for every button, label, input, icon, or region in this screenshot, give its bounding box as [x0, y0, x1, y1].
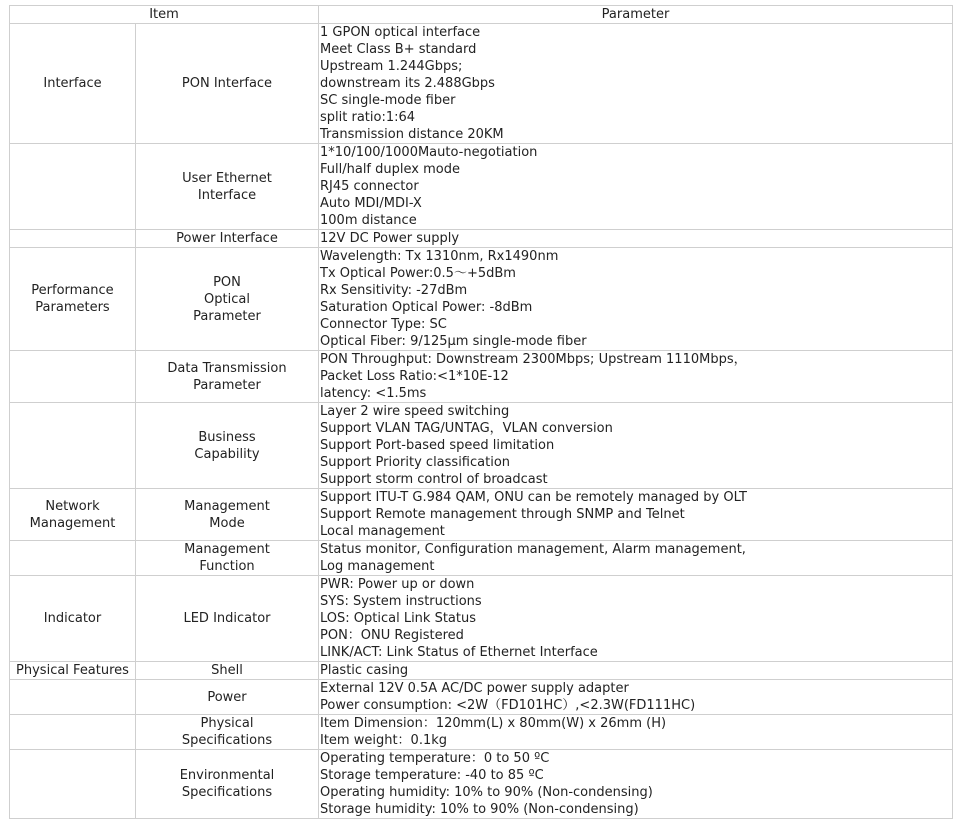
table-row [10, 680, 953, 715]
item-cell [136, 403, 319, 489]
item-label-line: LED Indicator [183, 611, 271, 626]
parameter-line: 100m distance [320, 213, 417, 228]
parameter-line: Transmission distance 20KM [320, 127, 504, 142]
parameter-line: downstream its 2.488Gbps [320, 76, 495, 91]
item-cell [136, 680, 319, 715]
parameter-line: Full/half duplex mode [320, 162, 460, 177]
item-label-line: PON [213, 274, 241, 290]
item-label-line: Specifications [181, 733, 273, 748]
category-cell: Network Management [10, 489, 136, 541]
table-row [10, 541, 953, 576]
parameter-line: Upstream 1.244Gbps; [320, 59, 463, 74]
table-header [10, 6, 953, 24]
item-label-line: Data Transmission [167, 360, 287, 376]
parameter-line: Auto MDI/MDI-X [320, 196, 422, 211]
parameter-cell [319, 576, 953, 662]
parameter-line: Wavelength: Tx 1310nm, Rx1490nm [320, 249, 559, 264]
item-label-line: Interface [197, 187, 257, 203]
table-row [10, 662, 953, 680]
parameter-line: 12V DC Power supply [320, 231, 460, 246]
item-label-line: Optical [204, 291, 250, 307]
item-label-line: Specifications [181, 785, 273, 800]
table-row [10, 144, 953, 230]
item-cell [136, 248, 319, 351]
parameter-line: Storage temperature: -40 to 85 ºC [320, 768, 544, 783]
parameter-line: External 12V 0.5A AC/DC power supply adapter [320, 681, 629, 696]
parameter-line: Plastic casing [320, 663, 409, 678]
table-row [10, 24, 953, 144]
parameter-line: Status monitor, Configuration management, Alarm management, [320, 542, 746, 557]
header-item: Item [10, 6, 319, 24]
item-label-line: Power Interface [176, 231, 278, 246]
category-cell: Performance Parameters [10, 248, 136, 351]
parameter-line: Optical Fiber: 9/125μm single-mode fiber [320, 334, 587, 349]
table-row [10, 403, 953, 489]
parameter-line: Item Dimension：120mm(L) x 80mm(W) x 26mm (H) [320, 716, 667, 731]
item-label-line: PON Interface [181, 76, 273, 91]
category-cell: Physical Features [10, 662, 136, 680]
parameter-line: RJ45 connector [320, 179, 419, 194]
item-label-line: Management [184, 498, 270, 514]
item-label-line: Physical [200, 716, 254, 731]
table-row [10, 576, 953, 662]
parameter-line: Packet Loss Ratio:<1*10E-12 [320, 369, 509, 384]
category-cell: Interface [10, 24, 136, 144]
table-row [10, 489, 953, 541]
parameter-cell [319, 351, 953, 403]
parameter-cell [319, 541, 953, 576]
parameter-line: PWR: Power up or down [320, 577, 475, 592]
item-label-line: Parameter [193, 308, 261, 324]
parameter-line: Operating temperature：0 to 50 ºC [320, 751, 550, 766]
item-cell [136, 144, 319, 230]
item-label-line: Power [207, 689, 247, 705]
parameter-line: Rx Sensitivity: -27dBm [320, 283, 468, 298]
parameter-line: LINK/ACT: Link Status of Ethernet Interface [320, 645, 598, 660]
item-label-line: Business [198, 429, 256, 445]
item-label-line: User Ethernet [182, 170, 272, 186]
table-row [10, 351, 953, 403]
parameter-cell [319, 662, 953, 680]
item-cell [136, 230, 319, 248]
category-cell [10, 750, 136, 819]
parameter-cell [319, 489, 953, 541]
parameter-line: Operating humidity: 10% to 90% (Non-condensing) [320, 785, 653, 800]
parameter-line: Storage humidity: 10% to 90% (Non-condensing) [320, 802, 639, 817]
parameter-line: Support VLAN TAG/UNTAG，VLAN conversion [320, 421, 613, 436]
parameter-line: PON：ONU Registered [320, 628, 464, 643]
category-cell [10, 715, 136, 750]
table-body [10, 24, 953, 819]
parameter-line: 1 GPON optical interface [320, 25, 481, 40]
header-parameter: Parameter [319, 6, 953, 24]
specification-table [9, 5, 953, 819]
item-label-line: Function [199, 559, 255, 574]
parameter-line: Meet Class B+ standard [320, 42, 477, 57]
parameter-line: 1*10/100/1000Mauto-negotiation [320, 145, 538, 160]
item-label-line: Environmental [179, 768, 275, 783]
parameter-line: Support storm control of broadcast [320, 472, 548, 487]
parameter-cell [319, 750, 953, 819]
parameter-line: SC single-mode fiber [320, 93, 456, 108]
parameter-line: Support ITU-T G.984 QAM, ONU can be remotely managed by OLT [320, 490, 747, 505]
category-cell [10, 230, 136, 248]
parameter-cell [319, 680, 953, 715]
item-cell [136, 489, 319, 541]
parameter-cell [319, 230, 953, 248]
category-cell [10, 403, 136, 489]
parameter-line: LOS: Optical Link Status [320, 611, 477, 626]
parameter-line: SYS: System instructions [320, 594, 482, 609]
parameter-line: Item weight：0.1kg [320, 733, 448, 748]
table-row [10, 248, 953, 351]
parameter-cell [319, 24, 953, 144]
item-cell [136, 24, 319, 144]
category-cell: Indicator [10, 576, 136, 662]
parameter-line: Power consumption: <2W（FD101HC）,<2.3W(FD111HC) [320, 698, 696, 713]
item-label-line: Parameter [193, 377, 261, 393]
item-label-line: Capability [194, 446, 260, 462]
item-label-line: Management [184, 542, 270, 557]
item-cell [136, 715, 319, 750]
header-row [10, 6, 953, 24]
parameter-cell [319, 248, 953, 351]
parameter-cell [319, 715, 953, 750]
table-row [10, 715, 953, 750]
parameter-line: split ratio:1:64 [320, 110, 416, 125]
parameter-cell [319, 144, 953, 230]
parameter-line: Support Remote management through SNMP and Telnet [320, 507, 685, 522]
item-cell [136, 662, 319, 680]
parameter-line: PON Throughput: Downstream 2300Mbps; Upstream 1110Mbps， [320, 352, 747, 367]
category-cell [10, 541, 136, 576]
table-row [10, 230, 953, 248]
parameter-line: latency: <1.5ms [320, 386, 427, 401]
item-cell [136, 351, 319, 403]
category-cell [10, 144, 136, 230]
category-cell [10, 351, 136, 403]
category-cell [10, 680, 136, 715]
parameter-line: Tx Optical Power:0.5～+5dBm [320, 266, 516, 281]
parameter-line: Support Port-based speed limitation [320, 438, 555, 453]
parameter-line: Support Priority classification [320, 455, 511, 470]
parameter-line: Log management [320, 559, 435, 574]
item-cell [136, 750, 319, 819]
item-label-line: Shell [211, 663, 243, 678]
parameter-line: Connector Type: SC [320, 317, 447, 332]
item-label-line: Mode [209, 515, 245, 531]
parameter-line: Local management [320, 524, 445, 539]
table-row [10, 750, 953, 819]
item-cell [136, 576, 319, 662]
parameter-line: Layer 2 wire speed switching [320, 404, 510, 419]
parameter-line: Saturation Optical Power: -8dBm [320, 300, 533, 315]
parameter-cell [319, 403, 953, 489]
item-cell [136, 541, 319, 576]
